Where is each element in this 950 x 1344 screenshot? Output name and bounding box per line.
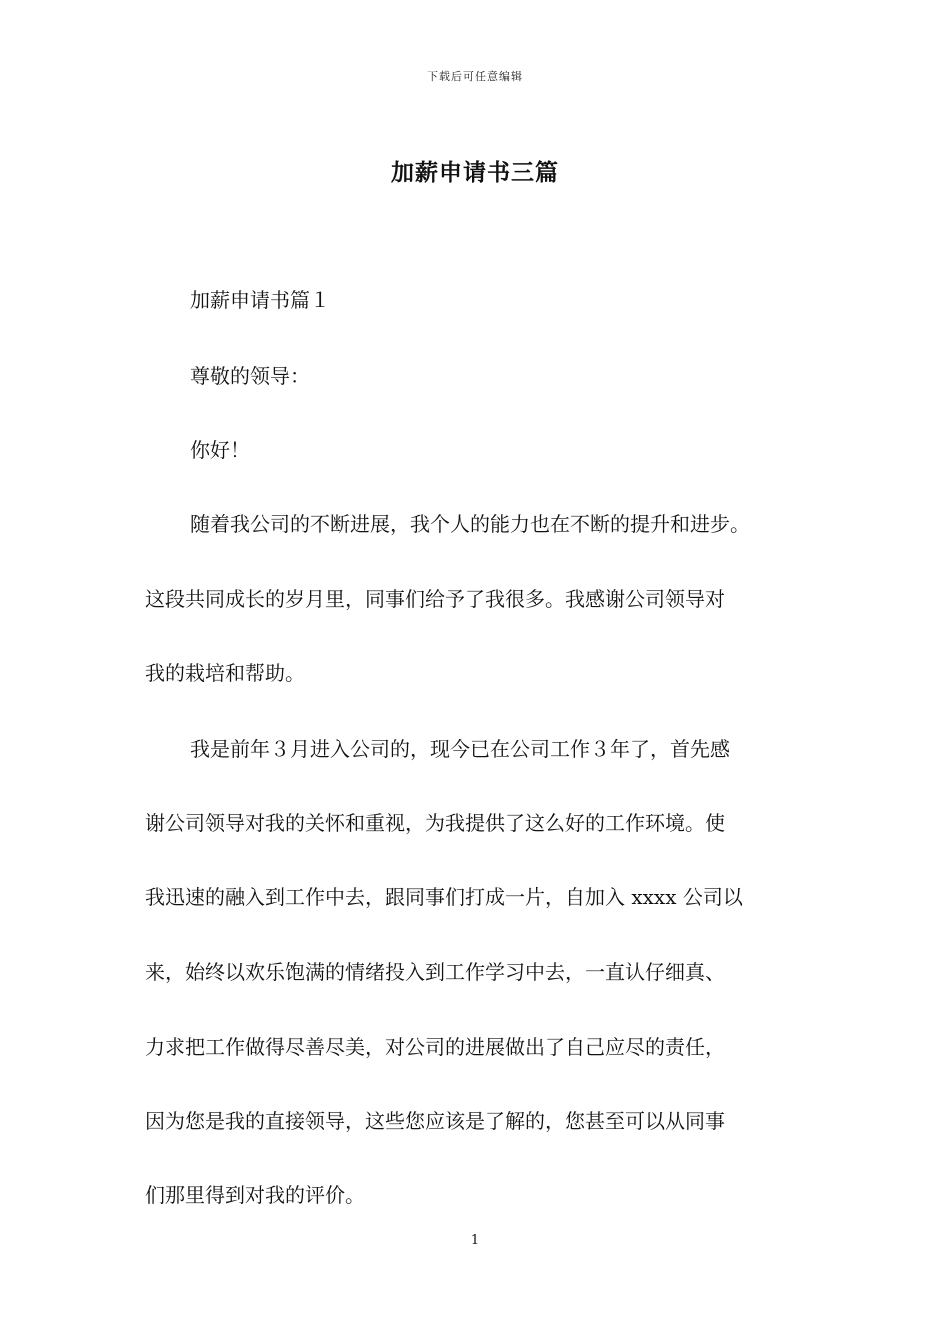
paragraph-line: 们那里得到对我的评价。: [145, 1183, 365, 1207]
paragraph-line: 随着我公司的不断进展，我个人的能力也在不断的提升和进步。: [190, 512, 750, 536]
paragraph-line: 因为您是我的直接领导，这些您应该是了解的，您甚至可以从同事: [145, 1109, 725, 1133]
paragraph-line: 力求把工作做得尽善尽美，对公司的进展做出了自己应尽的责任，: [145, 1035, 725, 1059]
paragraph-line: 我的栽培和帮助。: [145, 661, 305, 685]
paragraph-line: 我迅速的融入到工作中去，跟同事们打成一片，自加入 xxxx 公司以: [145, 885, 743, 909]
paragraph-line: 来，始终以欢乐饱满的情绪投入到工作学习中去，一直认仔细真、: [145, 960, 725, 984]
document-title: 加薪申请书三篇: [391, 160, 559, 186]
paragraph-line: 这段共同成长的岁月里，同事们给予了我很多。我感谢公司领导对: [145, 587, 725, 611]
section-heading: 加薪申请书篇１: [190, 288, 330, 312]
paragraph-line: 我是前年３月进入公司的，现今已在公司工作３年了，首先感: [190, 737, 730, 761]
paragraph-line: 谢公司领导对我的关怀和重视，为我提供了这么好的工作环境。使: [145, 811, 725, 835]
header-note: 下载后可任意编辑: [427, 70, 523, 83]
salutation: 尊敬的领导：: [190, 364, 310, 388]
page-number: 1: [470, 1233, 480, 1248]
greeting: 你好！: [190, 438, 250, 462]
